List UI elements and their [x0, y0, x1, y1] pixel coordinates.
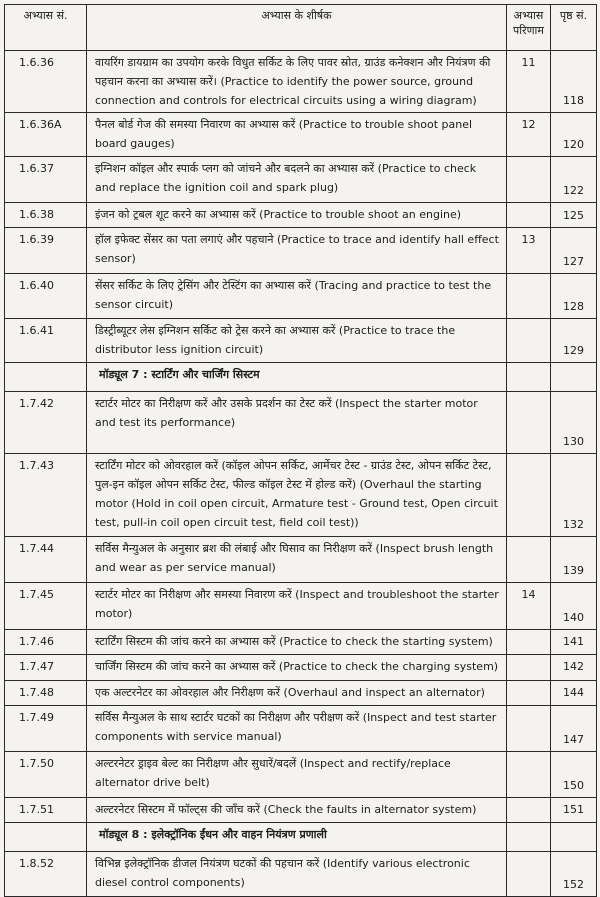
exercise-result: 13 [507, 228, 551, 274]
module-7-row [5, 363, 597, 392]
exercise-number: 1.7.44 [5, 537, 87, 583]
exercise-result: 12 [507, 113, 551, 157]
exercise-title: स्टार्टिंग मोटर को ओवरहाल करें (कॉइल ओपन सर्किट, आर्मेचर टेस्ट - ग्राउंड टेस्ट, ओपन सर्किट टेस्ट, पुल-इन कॉइल ओपन सर्किट टेस्ट, फील्ड कॉइल टेस्ट में होल्ड करें) (Overhaul the starting motor (Hold in coil open circuit, Armature test - Ground test, Open circuit test, pull-in coil open circuit test, field coil test)) [87, 454, 507, 537]
exercise-title: विभिन्न इलेक्ट्रॉनिक डीजल नियंत्रण घटकों की पहचान करें (Identify various electronic diesel control components) [87, 852, 507, 897]
module-page-cell [551, 823, 597, 852]
exercise-number: 1.6.41 [5, 319, 87, 363]
table-row [5, 157, 597, 203]
exercise-number: 1.7.47 [5, 655, 87, 681]
table-row [5, 203, 597, 228]
exercise-result [507, 203, 551, 228]
table-row [5, 319, 597, 363]
table-row [5, 392, 597, 454]
module-8-heading: मॉड्यूल 8 : इलेक्ट्रॉनिक ईंधन और वाहन नियंत्रण प्रणाली [87, 823, 507, 852]
exercise-number: 1.7.45 [5, 583, 87, 630]
page-number: 147 [551, 706, 597, 752]
exercise-number: 1.6.39 [5, 228, 87, 274]
exercise-result [507, 706, 551, 752]
exercise-title: सर्विस मैन्युअल के अनुसार ब्रश की लंबाई और घिसाव का निरीक्षण करें (Inspect brush length and wear as per service manual) [87, 537, 507, 583]
table-row [5, 752, 597, 798]
exercise-result [507, 630, 551, 655]
table-row [5, 228, 597, 274]
exercise-number: 1.8.52 [5, 852, 87, 897]
page-number: 139 [551, 537, 597, 583]
exercise-title: हॉल इफेक्ट सेंसर का पता लगाएं और पहचाने (Practice to trace and identify hall effect sensor) [87, 228, 507, 274]
exercise-result [507, 752, 551, 798]
exercise-number: 1.7.43 [5, 454, 87, 537]
exercise-title: पैनल बोर्ड गेज की समस्या निवारण का अभ्यास करें (Practice to trouble shoot panel board gauges) [87, 113, 507, 157]
page-number: 132 [551, 454, 597, 537]
exercise-number: 1.7.48 [5, 681, 87, 706]
page-number: 150 [551, 752, 597, 798]
page-number: 141 [551, 630, 597, 655]
page-number: 142 [551, 655, 597, 681]
exercise-number: 1.7.46 [5, 630, 87, 655]
exercise-number: 1.7.42 [5, 392, 87, 454]
table-row [5, 798, 597, 823]
exercise-number: 1.6.36 [5, 51, 87, 113]
exercise-title: डिस्ट्रीब्यूटर लेस इग्निशन सर्किट को ट्रेस करने का अभ्यास करें (Practice to trace the distributor less ignition circuit) [87, 319, 507, 363]
page-number: 125 [551, 203, 597, 228]
exercise-number: 1.6.37 [5, 157, 87, 203]
page-number: 122 [551, 157, 597, 203]
table-row [5, 454, 597, 537]
exercise-result [507, 157, 551, 203]
exercise-title: एक अल्टरनेटर का ओवरहाल और निरीक्षण करें (Overhaul and inspect an alternator) [87, 681, 507, 706]
table-row [5, 537, 597, 583]
table-row [5, 630, 597, 655]
exercise-title: स्टार्टिंग सिस्टम की जांच करने का अभ्यास करें (Practice to check the starting system) [87, 630, 507, 655]
table-row [5, 655, 597, 681]
header-title: अभ्यास के शीर्षक [87, 5, 507, 51]
page-number: 140 [551, 583, 597, 630]
exercise-title: सेंसर सर्किट के लिए ट्रेसिंग और टेस्टिंग का अभ्यास करें (Tracing and practice to test the sensor circuit) [87, 274, 507, 319]
exercise-number: 1.6.40 [5, 274, 87, 319]
exercise-title: वायरिंग डायग्राम का उपयोग करके विधुत सर्किट के लिए पावर स्रोत, ग्राउंड कनेक्शन और नियंत्रण की पहचान करना का अभ्यास करें। (Practice to identify the power source, ground connection and controls for electrical circuits using a wiring diagram) [87, 51, 507, 113]
page-number: 151 [551, 798, 597, 823]
module-number-cell [5, 823, 87, 852]
exercise-result [507, 852, 551, 897]
table-row [5, 852, 597, 897]
module-page-cell [551, 363, 597, 392]
exercise-result: 14 [507, 583, 551, 630]
module-8-row [5, 823, 597, 852]
exercise-title: सर्विस मैन्युअल के साथ स्टार्टर घटकों का निरीक्षण और परीक्षण करें (Inspect and test starter components with service manual) [87, 706, 507, 752]
page-number: 120 [551, 113, 597, 157]
table-row [5, 113, 597, 157]
table-row [5, 583, 597, 630]
table-row [5, 706, 597, 752]
exercise-result: 11 [507, 51, 551, 113]
exercise-number: 1.6.36A [5, 113, 87, 157]
exercise-title: स्टार्टर मोटर का निरीक्षण और समस्या निवारण करें (Inspect and troubleshoot the starter motor) [87, 583, 507, 630]
table-row [5, 51, 597, 113]
exercise-number: 1.7.49 [5, 706, 87, 752]
page-number: 144 [551, 681, 597, 706]
header-page: पृष्ठ सं. [551, 5, 597, 51]
module-7-heading: मॉड्यूल 7 : स्टार्टिंग और चार्जिंग सिस्टम [87, 363, 507, 392]
page-number: 152 [551, 852, 597, 897]
page-number: 118 [551, 51, 597, 113]
exercise-result [507, 454, 551, 537]
header-number: अभ्यास सं. [5, 5, 87, 51]
table-row [5, 681, 597, 706]
exercise-number: 1.7.50 [5, 752, 87, 798]
exercise-title: अल्टरनेटर सिस्टम में फॉल्ट्स की जाँच करें (Check the faults in alternator system) [87, 798, 507, 823]
table-header-row [5, 5, 597, 51]
page-number: 127 [551, 228, 597, 274]
page-number: 130 [551, 392, 597, 454]
exercise-result [507, 319, 551, 363]
exercise-title: इग्निशन कॉइल और स्पार्क प्लग को जांचने और बदलने का अभ्यास करें (Practice to check and replace the ignition coil and spark plug) [87, 157, 507, 203]
exercise-result [507, 681, 551, 706]
page-number: 129 [551, 319, 597, 363]
exercise-index-table [4, 4, 597, 897]
exercise-result [507, 798, 551, 823]
module-result-cell [507, 823, 551, 852]
exercise-title: चार्जिंग सिस्टम की जांच करने का अभ्यास करें (Practice to check the charging system) [87, 655, 507, 681]
page-number: 128 [551, 274, 597, 319]
exercise-title: अल्टरनेटर ड्राइव बेल्ट का निरीक्षण और सुधारें/बदलें (Inspect and rectify/replace alternator drive belt) [87, 752, 507, 798]
table-row [5, 274, 597, 319]
header-result: अभ्यास परिणाम [507, 5, 551, 51]
exercise-title: इंजन को ट्रबल शूट करने का अभ्यास करें (Practice to trouble shoot an engine) [87, 203, 507, 228]
exercise-number: 1.6.38 [5, 203, 87, 228]
exercise-result [507, 537, 551, 583]
exercise-result [507, 392, 551, 454]
exercise-number: 1.7.51 [5, 798, 87, 823]
module-number-cell [5, 363, 87, 392]
module-result-cell [507, 363, 551, 392]
exercise-title: स्टार्टर मोटर का निरीक्षण करें और उसके प्रदर्शन का टेस्ट करें (Inspect the starter motor and test its performance) [87, 392, 507, 454]
exercise-result [507, 274, 551, 319]
exercise-result [507, 655, 551, 681]
